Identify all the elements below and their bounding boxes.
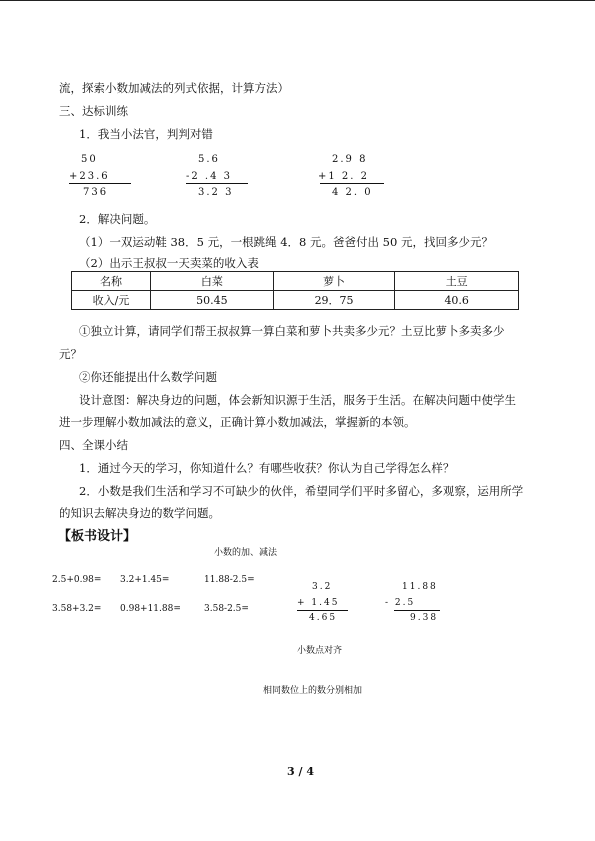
board-calc2-row2: - 2.5 [385, 598, 416, 608]
subtask-one-line2: 元？ [59, 347, 82, 361]
task-one: 1．我当小法官，判判对错 [79, 127, 213, 141]
question-two: （2）出示王叔叔一天卖菜的收入表 [79, 256, 259, 270]
design-intent-line2: 进一步理解小数加减法的意义，正确计算小数加减法，掌握新的本领。 [59, 415, 416, 429]
summary-two-line2: 的知识去解决身边的数学问题。 [59, 506, 220, 520]
board-expr: 3.58-2.5= [204, 604, 249, 614]
table-header-cell: 萝卜 [273, 272, 395, 291]
board-calc2-result: 9.38 [410, 613, 439, 623]
board-note-add-same-place: 相同数位上的数分别相加 [263, 686, 363, 696]
calc1-result: 736 [83, 187, 109, 198]
calc2-row1: 5.6 [198, 154, 220, 165]
task-two: 2．解决问题。 [79, 212, 156, 226]
subtask-two: ②你还能提出什么数学问题 [79, 370, 217, 384]
calc3-row2: +1 2. 2 [318, 171, 370, 182]
board-calc1-row1: 3.2 [312, 582, 333, 592]
table-header-cell: 白菜 [151, 272, 274, 291]
board-expr: 2.5+0.98= [52, 575, 102, 585]
summary-two-line1: 2．小数是我们生活和学习不可缺少的伙伴，希望同学们平时多留心，多观察，运用所学 [79, 484, 524, 498]
design-intent-line1: 设计意图：解决身边的问题，体会新知识源于生活，服务于生活。在解决问题中使学生 [79, 393, 516, 407]
table-row [72, 291, 519, 310]
calc2-line [186, 183, 248, 184]
page-number: 3 / 4 [287, 765, 314, 778]
question-one: （1）一双运动鞋 38．5 元，一根跳绳 4．8 元。爸爸付出 50 元，找回多少元？ [79, 235, 493, 249]
board-title: 小数的加、减法 [214, 548, 278, 558]
board-calc1-row2: + 1.45 [297, 598, 340, 608]
table-row [72, 272, 519, 291]
subtask-one-line1: ①独立计算，请同学们帮王叔叔算一算白菜和萝卜共卖多少元？土豆比萝卜多卖多少 [79, 324, 505, 338]
section-four-heading: 四、全课小结 [59, 438, 128, 452]
calc3-line [320, 183, 384, 184]
board-calc1-line [297, 610, 348, 611]
board-design-heading: 【板书设计】 [58, 529, 137, 544]
table-header-cell: 名称 [72, 272, 151, 291]
table-cell: 40.6 [395, 291, 519, 310]
calc1-row1: 50 [81, 154, 98, 165]
board-expr: 3.58+3.2= [52, 604, 102, 614]
calc1-row2: +23.6 [69, 171, 110, 182]
calc2-row2: -2 .4 3 [186, 171, 233, 182]
board-expr: 0.98+11.88= [120, 604, 181, 614]
board-calc2-line [394, 610, 440, 611]
board-calc2-row1: 11.88 [402, 582, 438, 592]
calc3-row1: 2.9 8 [332, 154, 368, 165]
table-cell: 收入/元 [72, 291, 151, 310]
summary-one: 1．通过今天的学习，你知道什么？有哪些收获？你认为自己学得怎么样？ [79, 461, 455, 475]
board-calc1-result: 4.65 [309, 613, 338, 623]
calc2-result: 3.2 3 [198, 187, 234, 198]
calc3-result: 4 2. 0 [332, 187, 373, 198]
intro-line: 流，探索小数加减法的列式依据，计算方法） [59, 81, 289, 95]
calc1-line [69, 183, 131, 184]
board-expr: 11.88-2.5= [204, 575, 255, 585]
board-note-decimal-align: 小数点对齐 [297, 646, 343, 656]
board-expr: 3.2+1.45= [120, 575, 170, 585]
table-cell: 50.45 [151, 291, 274, 310]
top-rule [0, 0, 595, 1]
table-cell: 29．75 [273, 291, 395, 310]
income-table [71, 271, 519, 310]
table-header-cell: 土豆 [395, 272, 519, 291]
section-three-heading: 三、达标训练 [59, 104, 128, 118]
